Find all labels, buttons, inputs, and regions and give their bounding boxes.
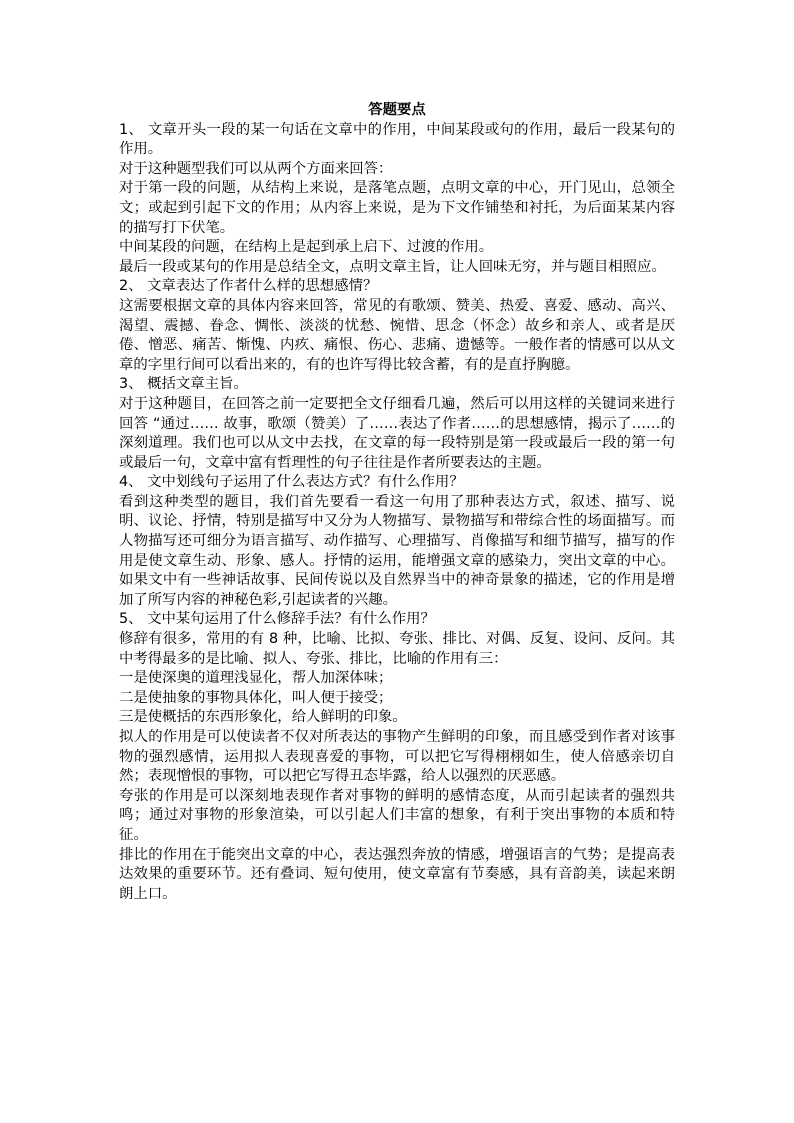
paragraph-13: 修辞有很多，常用的有 8 种，比喻、比拟、夸张、排比、对偶、反复、设问、反问。其中考得最多的是比喻、拟人、夸张、排比，比喻的作用有三：	[119, 631, 675, 667]
paragraph-2: 对于这种题型我们可以从两个方面来回答：	[119, 160, 393, 177]
paragraph-11: 看到这种类型的题目，我们首先要看一看这一句用了那种表达方式，叙述、描写、说明、议论、抒情，特别是描写中又分为人物描写、景物描写和带综合性的场面描写。而人物描写还可细分为语言描写、动作描写、心理描写、肖像描写和细节描写，描写的作用是使文章生动、形象、感人。抒情的运用，能增强文章的感染力，突出文章的中心。如果文中有一些神话故事、民间传说以及自然界当中的神奇景象的描述，它的作用是增加了所写内容的神秘色彩,引起读者的兴趣。	[119, 493, 675, 608]
paragraph-15: 二是使抽象的事物具体化，叫人便于接受；	[119, 689, 393, 706]
paragraph-1: 1、 文章开头一段的某一句话在文章中的作用，中间某段或句的作用，最后一段某句的作用。	[119, 121, 675, 158]
page-title: 答题要点	[368, 102, 426, 118]
paragraph-8: 3、 概括文章主旨。	[119, 376, 248, 393]
paragraph-18: 夸张的作用是可以深刻地表现作者对事物的鲜明的感情态度，从而引起读者的强烈共鸣；通过对事物的形象渲染，可以引起人们丰富的想象，有利于突出事物的本质和特征。	[119, 787, 675, 843]
paragraph-12: 5、 文中某句运用了什么修辞手法？有什么作用？	[119, 611, 435, 628]
paragraph-16: 三是使概括的东西形象化，给人鲜明的印象。	[119, 709, 407, 726]
paragraph-7: 这需要根据文章的具体内容来回答，常见的有歌颂、赞美、热爱、喜爱、感动、高兴、渴望、震撼、眷念、惆怅、淡淡的忧愁、惋惜、思念（怀念）故乡和亲人、或者是厌倦、憎恶、痛苦、惭愧、内疚、痛恨、伤心、悲痛、遗憾等。一般作者的情感可以从文章的字里行间可以看出来的，有的也许写得比较含蓄，有的是直抒胸臆。	[119, 297, 675, 373]
paragraph-19: 排比的作用在于能突出文章的中心，表达强烈奔放的情感，增强语言的气势；是提高表达效果的重要环节。还有叠词、短句使用，使文章富有节奏感，具有音韵美，读起来朗朗上口。	[119, 846, 675, 902]
paragraph-4: 中间某段的问题，在结构上是起到承上启下、过渡的作用。	[119, 239, 494, 256]
paragraph-3: 对于第一段的问题，从结构上来说，是落笔点题，点明文章的中心，开门见山，总领全文；或起到引起下文的作用；从内容上来说，是为下文作铺垫和衬托，为后面某某内容的描写打下伏笔。	[119, 180, 675, 236]
paragraph-6: 2、 文章表达了作者什么样的思想感情？	[119, 278, 378, 295]
paragraph-5: 最后一段或某句的作用是总结全文，点明文章主旨，让人回味无穷，并与题目相照应。	[119, 258, 666, 275]
paragraph-9: 对于这种题目，在回答之前一定要把全文仔细看几遍，然后可以用这样的关键词来进行回答 “通过…… 故事，歌颂（赞美）了……表达了作者……的思想感情，揭示了……的深刻道理。我们也可以从文中去找，在文章的每一段特别是第一段或最后一段的第一句或最后一句，文章中富有哲理性的句子往往是作者所要表达的主题。	[119, 395, 675, 471]
paragraph-14: 一是使深奥的道理浅显化，帮人加深体味；	[119, 670, 393, 687]
document-page	[119, 101, 675, 904]
paragraph-17: 拟人的作用是可以使读者不仅对所表达的事物产生鲜明的印象，而且感受到作者对该事物的强烈感情，运用拟人表现喜爱的事物，可以把它写得栩栩如生，使人倍感亲切自然；表现憎恨的事物，可以把它写得丑态毕露，给人以强烈的厌恶感。	[119, 729, 675, 785]
paragraph-10: 4、 文中划线句子运用了什么表达方式？有什么作用？	[119, 474, 464, 491]
